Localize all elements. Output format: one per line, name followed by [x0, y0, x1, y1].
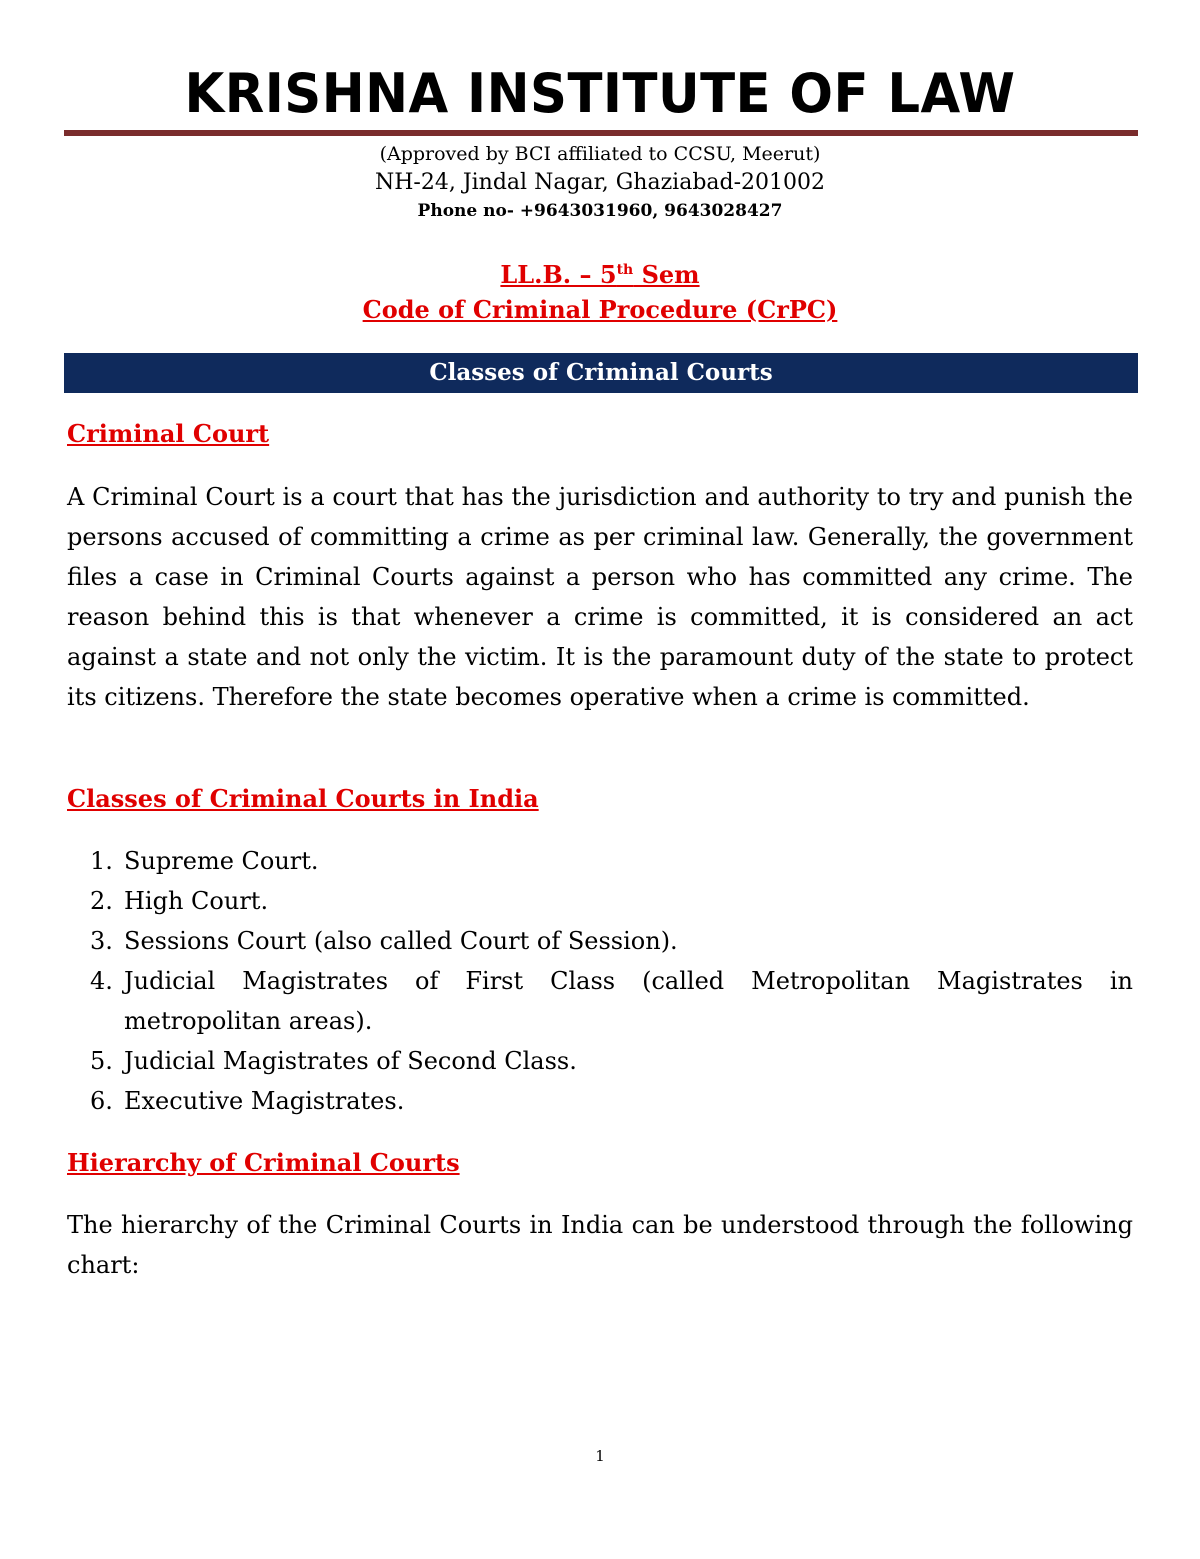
criminal-court-paragraph: A Criminal Court is a court that has the jurisdiction and authority to try and punish the persons accused of committing a crime as per criminal law. Generally, the government files a case in Criminal Courts against a person who has committed any crime. The reason behind this is that whenever a crime is committed, it is considered an act against a state and not only the victim. It is the paramount duty of the state to protect its citizens. Therefore the state becomes operative when a crime is committed.: [67, 483, 1133, 711]
list-number: 5.: [90, 1047, 113, 1075]
list-text: Judicial Magistrates of Second Class.: [124, 1047, 577, 1075]
list-item: [67, 841, 1133, 881]
criminal-court-heading: Criminal Court: [67, 419, 270, 448]
hierarchy-heading: Hierarchy of Criminal Courts: [67, 1148, 460, 1177]
course-superscript: th: [616, 262, 634, 278]
course-title: [0, 252, 1200, 293]
list-text: Judicial Magistrates of First Class (called Metropolitan Magistrates in metropolitan areas).: [124, 967, 1133, 1035]
list-text: Sessions Court (also called Court of Session).: [124, 927, 678, 955]
list-item: [67, 921, 1133, 961]
list-number: 6.: [90, 1087, 113, 1115]
course-prefix: LL.B. – 5: [500, 260, 617, 289]
approval-line: (Approved by BCI affiliated to CCSU, Meerut): [379, 143, 821, 165]
courts-list: [67, 841, 1133, 1121]
list-number: 3.: [90, 927, 113, 955]
list-number: 2.: [90, 887, 113, 915]
hierarchy-paragraph: The hierarchy of the Criminal Courts in India can be understood through the following chart:: [67, 1211, 1133, 1279]
list-item: [67, 881, 1133, 921]
list-text: Executive Magistrates.: [124, 1087, 405, 1115]
page-number: 1: [595, 1447, 605, 1465]
classes-heading: Classes of Criminal Courts in India: [67, 784, 539, 813]
header-divider: [64, 130, 1138, 136]
course-suffix: Sem: [633, 260, 700, 289]
institute-name: KRISHNA INSTITUTE OF LAW: [184, 62, 1016, 125]
list-number: 4.: [90, 967, 113, 995]
topic-banner: Classes of Criminal Courts: [64, 353, 1138, 393]
list-item: [67, 1041, 1133, 1081]
phone-line: Phone no- +9643031960, 9643028427: [417, 201, 783, 221]
list-text: High Court.: [124, 887, 269, 915]
list-item: [67, 1081, 1133, 1121]
address-line: NH-24, Jindal Nagar, Ghaziabad-201002: [374, 170, 826, 195]
list-item: [67, 961, 1133, 1041]
list-text: Supreme Court.: [124, 847, 319, 875]
subject-title: Code of Criminal Procedure (CrPC): [362, 295, 838, 324]
list-number: 1.: [90, 847, 113, 875]
